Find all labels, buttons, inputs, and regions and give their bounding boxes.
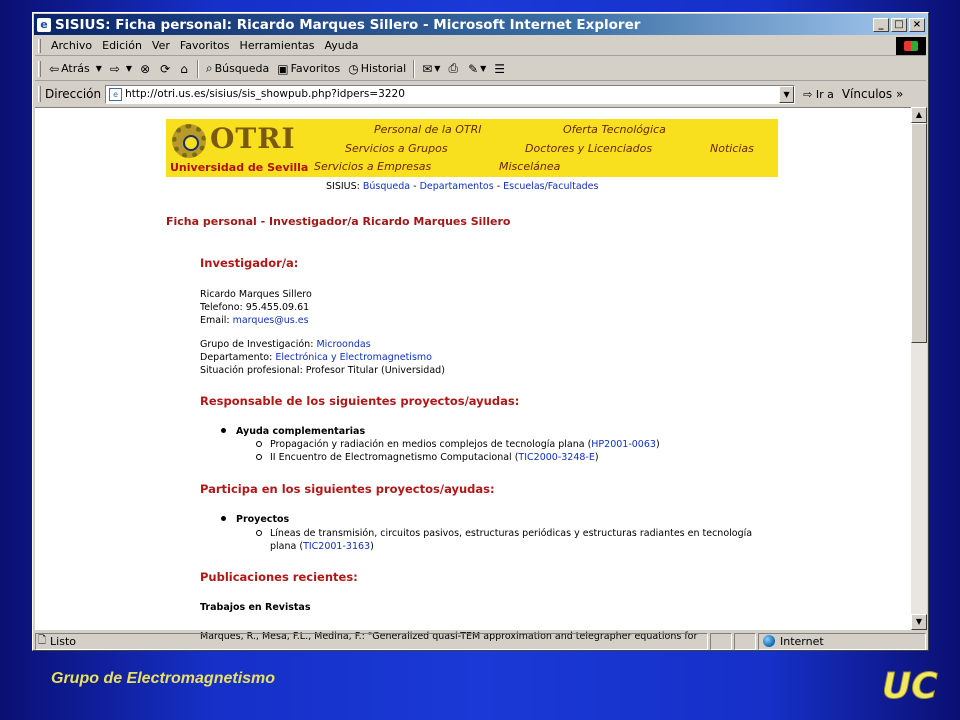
list-item: Propagación y radiación en medios complejos de tecnología plana (HP2001-0063): [256, 439, 660, 450]
page-title: Ficha personal - Investigador/a Ricardo Marques Sillero: [166, 215, 511, 228]
group-link[interactable]: Microondas: [316, 339, 371, 350]
status-cell: [734, 633, 756, 650]
nav-personal-otri[interactable]: Personal de la OTRI: [374, 123, 482, 136]
otri-logo-text: OTRI: [210, 122, 296, 155]
status-text: Listo: [50, 634, 77, 648]
nav-escuelas-facultades[interactable]: Escuelas/Facultades: [503, 181, 599, 192]
search-button[interactable]: ⌕ Búsqueda: [205, 61, 270, 75]
windows-logo-icon: [896, 37, 926, 55]
list-item: Proyectos: [221, 514, 289, 525]
maximize-button[interactable]: □: [891, 18, 907, 32]
title-bar: [34, 14, 927, 35]
nav-servicios-empresas[interactable]: Servicios a Empresas: [314, 160, 432, 173]
edit-icon: ✎: [468, 61, 479, 76]
standard-toolbar: [35, 57, 926, 81]
menu-ayuda[interactable]: Ayuda: [324, 39, 359, 52]
address-label: Dirección: [45, 87, 102, 101]
nav-miscelanea[interactable]: Miscelánea: [499, 160, 561, 173]
footer-group-name: Grupo de Electromagnetismo: [51, 670, 276, 687]
scroll-up-icon[interactable]: ▲: [911, 107, 927, 123]
menu-favoritos[interactable]: Favoritos: [179, 39, 230, 52]
globe-icon: [763, 635, 775, 647]
university-name: Universidad de Sevilla: [170, 161, 309, 174]
uc-logo-icon: [880, 664, 940, 707]
publication-entry: Marques, R., Mesa, F.L., Medina, F.: "Generalized quasi-TEM approximation and telegrapher equations for: [200, 631, 698, 642]
circle-bullet-icon: [256, 454, 262, 460]
researcher-phone: Telefono: 95.455.09.61: [200, 302, 310, 313]
close-button[interactable]: ×: [909, 18, 925, 32]
back-dropdown-icon[interactable]: ▼: [95, 64, 102, 73]
publications-subheading: Trabajos en Revistas: [200, 602, 311, 613]
researcher-name: Ricardo Marques Sillero: [200, 289, 312, 300]
status-main: [35, 633, 708, 650]
go-arrow-icon: ⇨: [803, 87, 813, 101]
window-title: SISIUS: Ficha personal: Ricardo Marques Sillero - Microsoft Internet Explorer: [55, 16, 641, 33]
forward-button[interactable]: [106, 62, 136, 76]
circle-bullet-icon: [256, 530, 262, 536]
mail-icon: ✉: [422, 61, 433, 76]
professional-situation: Situación profesional: Profesor Titular (Universidad): [200, 365, 445, 376]
stop-button[interactable]: [136, 62, 156, 76]
toolbar-grip[interactable]: [38, 61, 41, 77]
security-zone: Internet: [758, 633, 926, 650]
section-participa: Participa en los siguientes proyectos/ayudas:: [200, 482, 495, 496]
address-dropdown-icon[interactable]: ▼: [779, 86, 794, 103]
bullet-icon: [221, 516, 226, 521]
address-bar: [35, 82, 926, 106]
mail-dropdown-icon[interactable]: ▼: [434, 64, 441, 73]
section-responsable: Responsable de los siguientes proyectos/ayudas:: [200, 394, 520, 408]
status-bar: [35, 632, 926, 650]
project-link-tic2000-3248-e[interactable]: TIC2000-3248-E: [518, 452, 595, 463]
menu-herramientas[interactable]: Herramientas: [239, 39, 315, 52]
section-publicaciones: Publicaciones recientes:: [200, 570, 358, 584]
vertical-scrollbar[interactable]: [911, 107, 927, 630]
print-button[interactable]: [444, 61, 464, 76]
edit-button[interactable]: [464, 62, 490, 76]
nav-busqueda[interactable]: Búsqueda: [362, 181, 411, 192]
history-icon: ◷: [348, 61, 359, 76]
minimize-button[interactable]: _: [873, 18, 889, 32]
refresh-button[interactable]: [156, 62, 176, 76]
refresh-icon: ⟳: [160, 61, 171, 76]
ie-icon: e: [37, 18, 51, 32]
favorites-button[interactable]: ▣ Favoritos: [277, 61, 341, 76]
browser-window: [32, 12, 929, 651]
toolbar-grip[interactable]: [38, 39, 41, 53]
section-investigador: Investigador/a:: [200, 256, 299, 270]
menu-edicion[interactable]: Edición: [102, 39, 142, 52]
forward-dropdown-icon[interactable]: ▼: [125, 64, 133, 73]
nav-departamentos[interactable]: Departamentos: [419, 181, 494, 192]
home-icon: ⌂: [180, 61, 188, 76]
print-icon: ⎙: [448, 61, 459, 75]
circle-bullet-icon: [256, 441, 262, 447]
address-input[interactable]: [105, 85, 795, 104]
menu-archivo[interactable]: Archivo: [51, 39, 93, 52]
department: Departamento: Electrónica y Electromagnetismo: [200, 352, 432, 363]
page-done-icon: 🗋: [38, 634, 47, 646]
list-item: II Encuentro de Electromagnetismo Computacional (TIC2000-3248-E): [256, 452, 599, 463]
project-link-hp2001-0063[interactable]: HP2001-0063: [591, 439, 656, 450]
back-button[interactable]: ⇦ Atrás ▼: [49, 61, 102, 76]
history-button[interactable]: ◷ Historial: [348, 61, 407, 76]
status-cell: [710, 633, 732, 650]
otri-emblem-icon: [172, 124, 206, 158]
department-link[interactable]: Electrónica y Electromagnetismo: [275, 352, 432, 363]
search-icon: ⌕: [205, 61, 213, 75]
page-icon: e: [109, 88, 122, 101]
links-button[interactable]: Vínculos »: [841, 87, 904, 101]
svg-text:UC: UC: [882, 666, 938, 707]
forward-arrow-icon: ⇨: [109, 61, 120, 76]
list-item-continuation: plana (TIC2001-3163): [270, 541, 374, 552]
nav-doctores-licenciados[interactable]: Doctores y Licenciados: [525, 142, 653, 155]
otri-banner: [166, 119, 778, 177]
home-button[interactable]: [176, 62, 194, 76]
bullet-icon: [221, 428, 226, 433]
otri-logo[interactable]: [168, 121, 309, 175]
edit-dropdown-icon[interactable]: ▼: [480, 64, 487, 73]
scroll-thumb[interactable]: [911, 123, 927, 343]
nav-servicios-grupos[interactable]: Servicios a Grupos: [345, 142, 448, 155]
list-item: Ayuda complementarias: [221, 426, 365, 437]
address-url[interactable]: http://otri.us.es/sisius/sis_showpub.php?idpers=3220: [125, 88, 405, 100]
menu-bar: [35, 36, 926, 56]
list-item: Líneas de transmisión, circuitos pasivos, estructuras periódicas y estructuras radiantes en tecnología: [256, 528, 752, 539]
research-group: Grupo de Investigación: Microondas: [200, 339, 371, 350]
sisius-nav: SISIUS: Búsqueda - Departamentos - Escuelas/Facultades: [326, 181, 599, 192]
stop-icon: ⊗: [140, 61, 151, 76]
toolbar-grip[interactable]: [38, 86, 41, 102]
toolbar-separator: [413, 60, 415, 78]
go-button[interactable]: ⇨ Ir a: [803, 87, 834, 101]
scroll-down-icon[interactable]: ▼: [911, 614, 927, 630]
menu-ver[interactable]: Ver: [151, 39, 170, 52]
toolbar-separator: [197, 60, 199, 78]
back-arrow-icon: ⇦: [49, 61, 60, 76]
discuss-button[interactable]: [490, 62, 511, 76]
mail-button[interactable]: [418, 62, 444, 76]
nav-noticias[interactable]: Noticias: [710, 142, 754, 155]
nav-oferta-tecnologica[interactable]: Oferta Tecnológica: [563, 123, 666, 136]
researcher-email: Email: marques@us.es: [200, 315, 309, 326]
project-link-tic2001-3163[interactable]: TIC2001-3163: [303, 541, 371, 552]
email-link[interactable]: marques@us.es: [232, 315, 309, 326]
favorites-folder-icon: ▣: [277, 61, 289, 76]
discuss-icon: ☰: [494, 61, 506, 76]
